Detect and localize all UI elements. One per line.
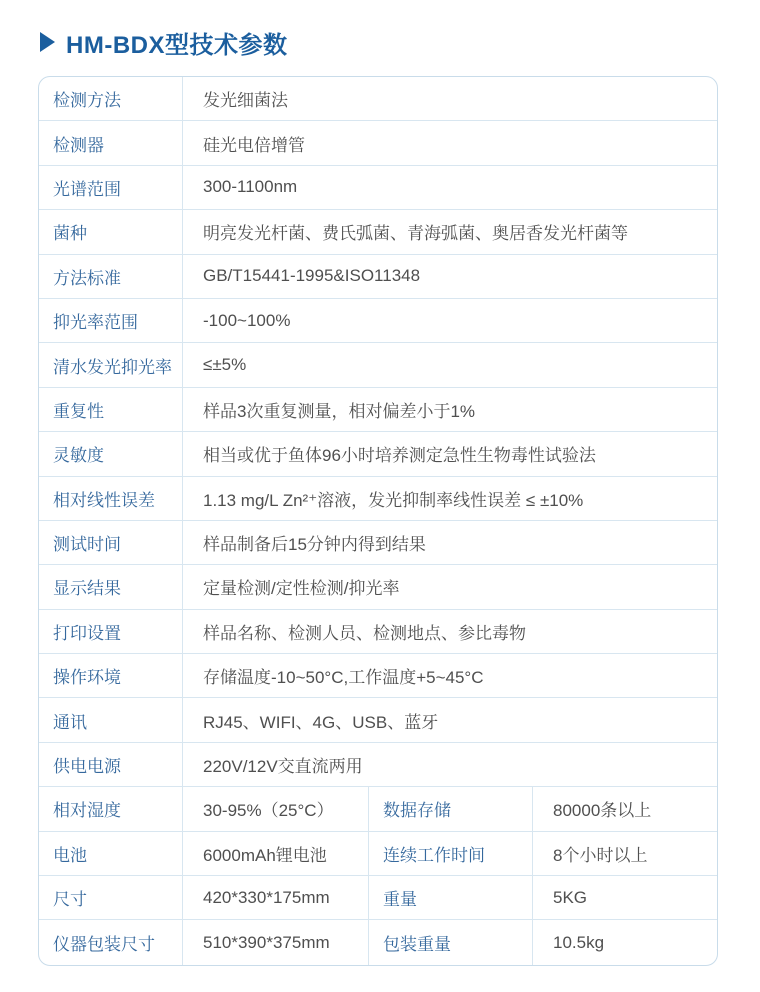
spec-value: 220V/12V交直流两用 [183, 743, 717, 787]
spec-label: 检测器 [39, 121, 183, 165]
spec-label: 尺寸 [39, 876, 183, 920]
spec-value: 300-1100nm [183, 166, 717, 210]
spec-value: 6000mAh锂电池 [183, 832, 369, 876]
spec-value: 10.5kg [553, 932, 605, 952]
spec-value: RJ45、WIFI、4G、USB、蓝牙 [183, 698, 717, 742]
spec-value: 1.13 mg/L Zn²⁺溶液，发光抑制率线性误差 ≤ ±10% [183, 477, 717, 521]
play-triangle-icon [40, 32, 55, 52]
spec-value: 样品名称、检测人员、检测地点、参比毒物 [183, 610, 717, 654]
spec-label: 检测方法 [39, 77, 183, 121]
spec-label: 重复性 [39, 388, 183, 432]
spec-value: ≤±5% [183, 343, 717, 387]
spec-value: -100~100% [183, 299, 717, 343]
spec-label: 相对线性误差 [39, 477, 183, 521]
spec-label: 操作环境 [39, 654, 183, 698]
spec-value: 510*390*375mm [183, 920, 369, 964]
spec-label: 打印设置 [39, 610, 183, 654]
spec-value: 明亮发光杆菌、费氏弧菌、青海弧菌、奥居香发光杆菌等 [183, 210, 717, 254]
spec-label: 清水发光抑光率 [39, 343, 183, 387]
spec-label: 重量 [369, 876, 533, 920]
spec-value: 定量检测/定性检测/抑光率 [183, 565, 717, 609]
spec-label: 电池 [39, 832, 183, 876]
spec-label: 仪器包装尺寸 [39, 920, 183, 964]
spec-label: 相对湿度 [39, 787, 183, 831]
spec-value: 80000条以上 [533, 787, 717, 831]
spec-value: 8个小时以上 [533, 832, 717, 876]
spec-label: 数据存储 [369, 787, 533, 831]
spec-label: 通讯 [39, 698, 183, 742]
spec-value: 5KG [533, 876, 717, 920]
spec-label: 测试时间 [39, 521, 183, 565]
spec-value: 发光细菌法 [183, 77, 717, 121]
spec-value: 存储温度-10~50°C,工作温度+5~45°C [183, 654, 717, 698]
spec-value: 样品制备后15分钟内得到结果 [183, 521, 717, 565]
spec-value: 硅光电倍增管 [183, 121, 717, 165]
spec-label: 抑光率范围 [39, 299, 183, 343]
spec-value: 30-95%（25°C） [183, 787, 369, 831]
page-title-text: HM-BDX型技术参数 [66, 31, 288, 59]
spec-value: 相当或优于鱼体96小时培养测定急性生物毒性试验法 [183, 432, 717, 476]
spec-label: 菌种 [39, 210, 183, 254]
spec-label: 包装重量 [369, 920, 533, 964]
spec-table [38, 76, 718, 966]
spec-value: GB/T15441-1995&ISO11348 [183, 255, 717, 299]
spec-label: 方法标准 [39, 255, 183, 299]
spec-value: 样品3次重复测量，相对偏差小于1% [183, 388, 717, 432]
spec-value: 420*330*175mm [183, 876, 369, 920]
spec-label: 灵敏度 [39, 432, 183, 476]
spec-label: 显示结果 [39, 565, 183, 609]
page-title [40, 27, 760, 57]
spec-label: 供电电源 [39, 743, 183, 787]
spec-label: 光谱范围 [39, 166, 183, 210]
spec-label: 连续工作时间 [369, 832, 533, 876]
